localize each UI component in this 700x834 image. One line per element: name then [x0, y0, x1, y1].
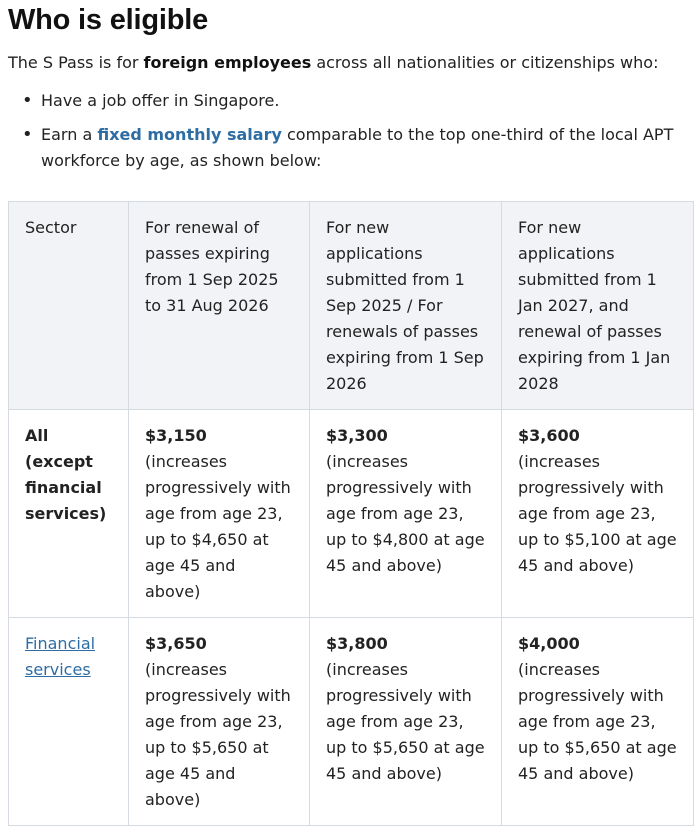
- table-header-row: [9, 202, 694, 410]
- salary-cell: [502, 410, 694, 618]
- header-renewal-2025: For renewal of passes expiring from 1 Sep 2025 to 31 Aug 2026: [129, 202, 310, 410]
- intro-emphasis: foreign employees: [143, 53, 312, 72]
- salary-cell: [310, 410, 502, 618]
- criteria-text: Have a job offer in Singapore.: [41, 91, 280, 110]
- intro-prefix: The S Pass is for: [8, 53, 144, 72]
- salary-amount: $3,800: [326, 634, 388, 653]
- table-row: [9, 618, 694, 826]
- salary-table: [8, 201, 694, 826]
- salary-note: (increases progressively with age from age 23, up to $5,650 at age 45 and above): [518, 660, 677, 783]
- salary-note: (increases progressively with age from age 23, up to $4,800 at age 45 and above): [326, 452, 485, 575]
- salary-amount: $3,600: [518, 426, 580, 445]
- salary-cell: [310, 618, 502, 826]
- criteria-item-salary: [22, 122, 700, 174]
- sector-all-label: All (except financial services): [25, 426, 107, 523]
- sector-cell: [9, 410, 129, 618]
- page-title: Who is eligible: [8, 4, 209, 36]
- header-new-2027: For new applications submitted from 1 Jan 2027, and renewal of passes expiring from 1 Jan 2028: [502, 202, 694, 410]
- criteria-suffix: comparable to the top one-third of the local APT workforce by age, as shown below:: [41, 125, 674, 170]
- salary-cell: [129, 410, 310, 618]
- salary-note: (increases progressively with age from age 23, up to $5,650 at age 45 and above): [326, 660, 485, 783]
- fixed-monthly-salary-link[interactable]: fixed monthly salary: [97, 125, 282, 144]
- sector-cell: [9, 618, 129, 826]
- table-row: [9, 410, 694, 618]
- salary-amount: $3,300: [326, 426, 388, 445]
- salary-amount: $3,150: [145, 426, 207, 445]
- criteria-item-job-offer: [22, 88, 700, 114]
- eligibility-criteria-list: [8, 88, 700, 174]
- salary-amount: $3,650: [145, 634, 207, 653]
- salary-amount: $4,000: [518, 634, 580, 653]
- intro-suffix: across all nationalities or citizenships who:: [311, 53, 659, 72]
- intro-paragraph: [8, 52, 700, 74]
- criteria-prefix: Earn a: [41, 125, 98, 144]
- salary-note: (increases progressively with age from age 23, up to $5,100 at age 45 and above): [518, 452, 677, 575]
- salary-note: (increases progressively with age from age 23, up to $4,650 at age 45 and above): [145, 452, 291, 601]
- salary-note: (increases progressively with age from age 23, up to $5,650 at age 45 and above): [145, 660, 291, 809]
- header-sector: Sector: [9, 202, 129, 410]
- salary-cell: [129, 618, 310, 826]
- salary-cell: [502, 618, 694, 826]
- page: [0, 0, 700, 174]
- financial-services-link[interactable]: Financial services: [25, 634, 96, 679]
- header-new-2025: For new applications submitted from 1 Sep 2025 / For renewals of passes expiring from 1 Sep 2026: [310, 202, 502, 410]
